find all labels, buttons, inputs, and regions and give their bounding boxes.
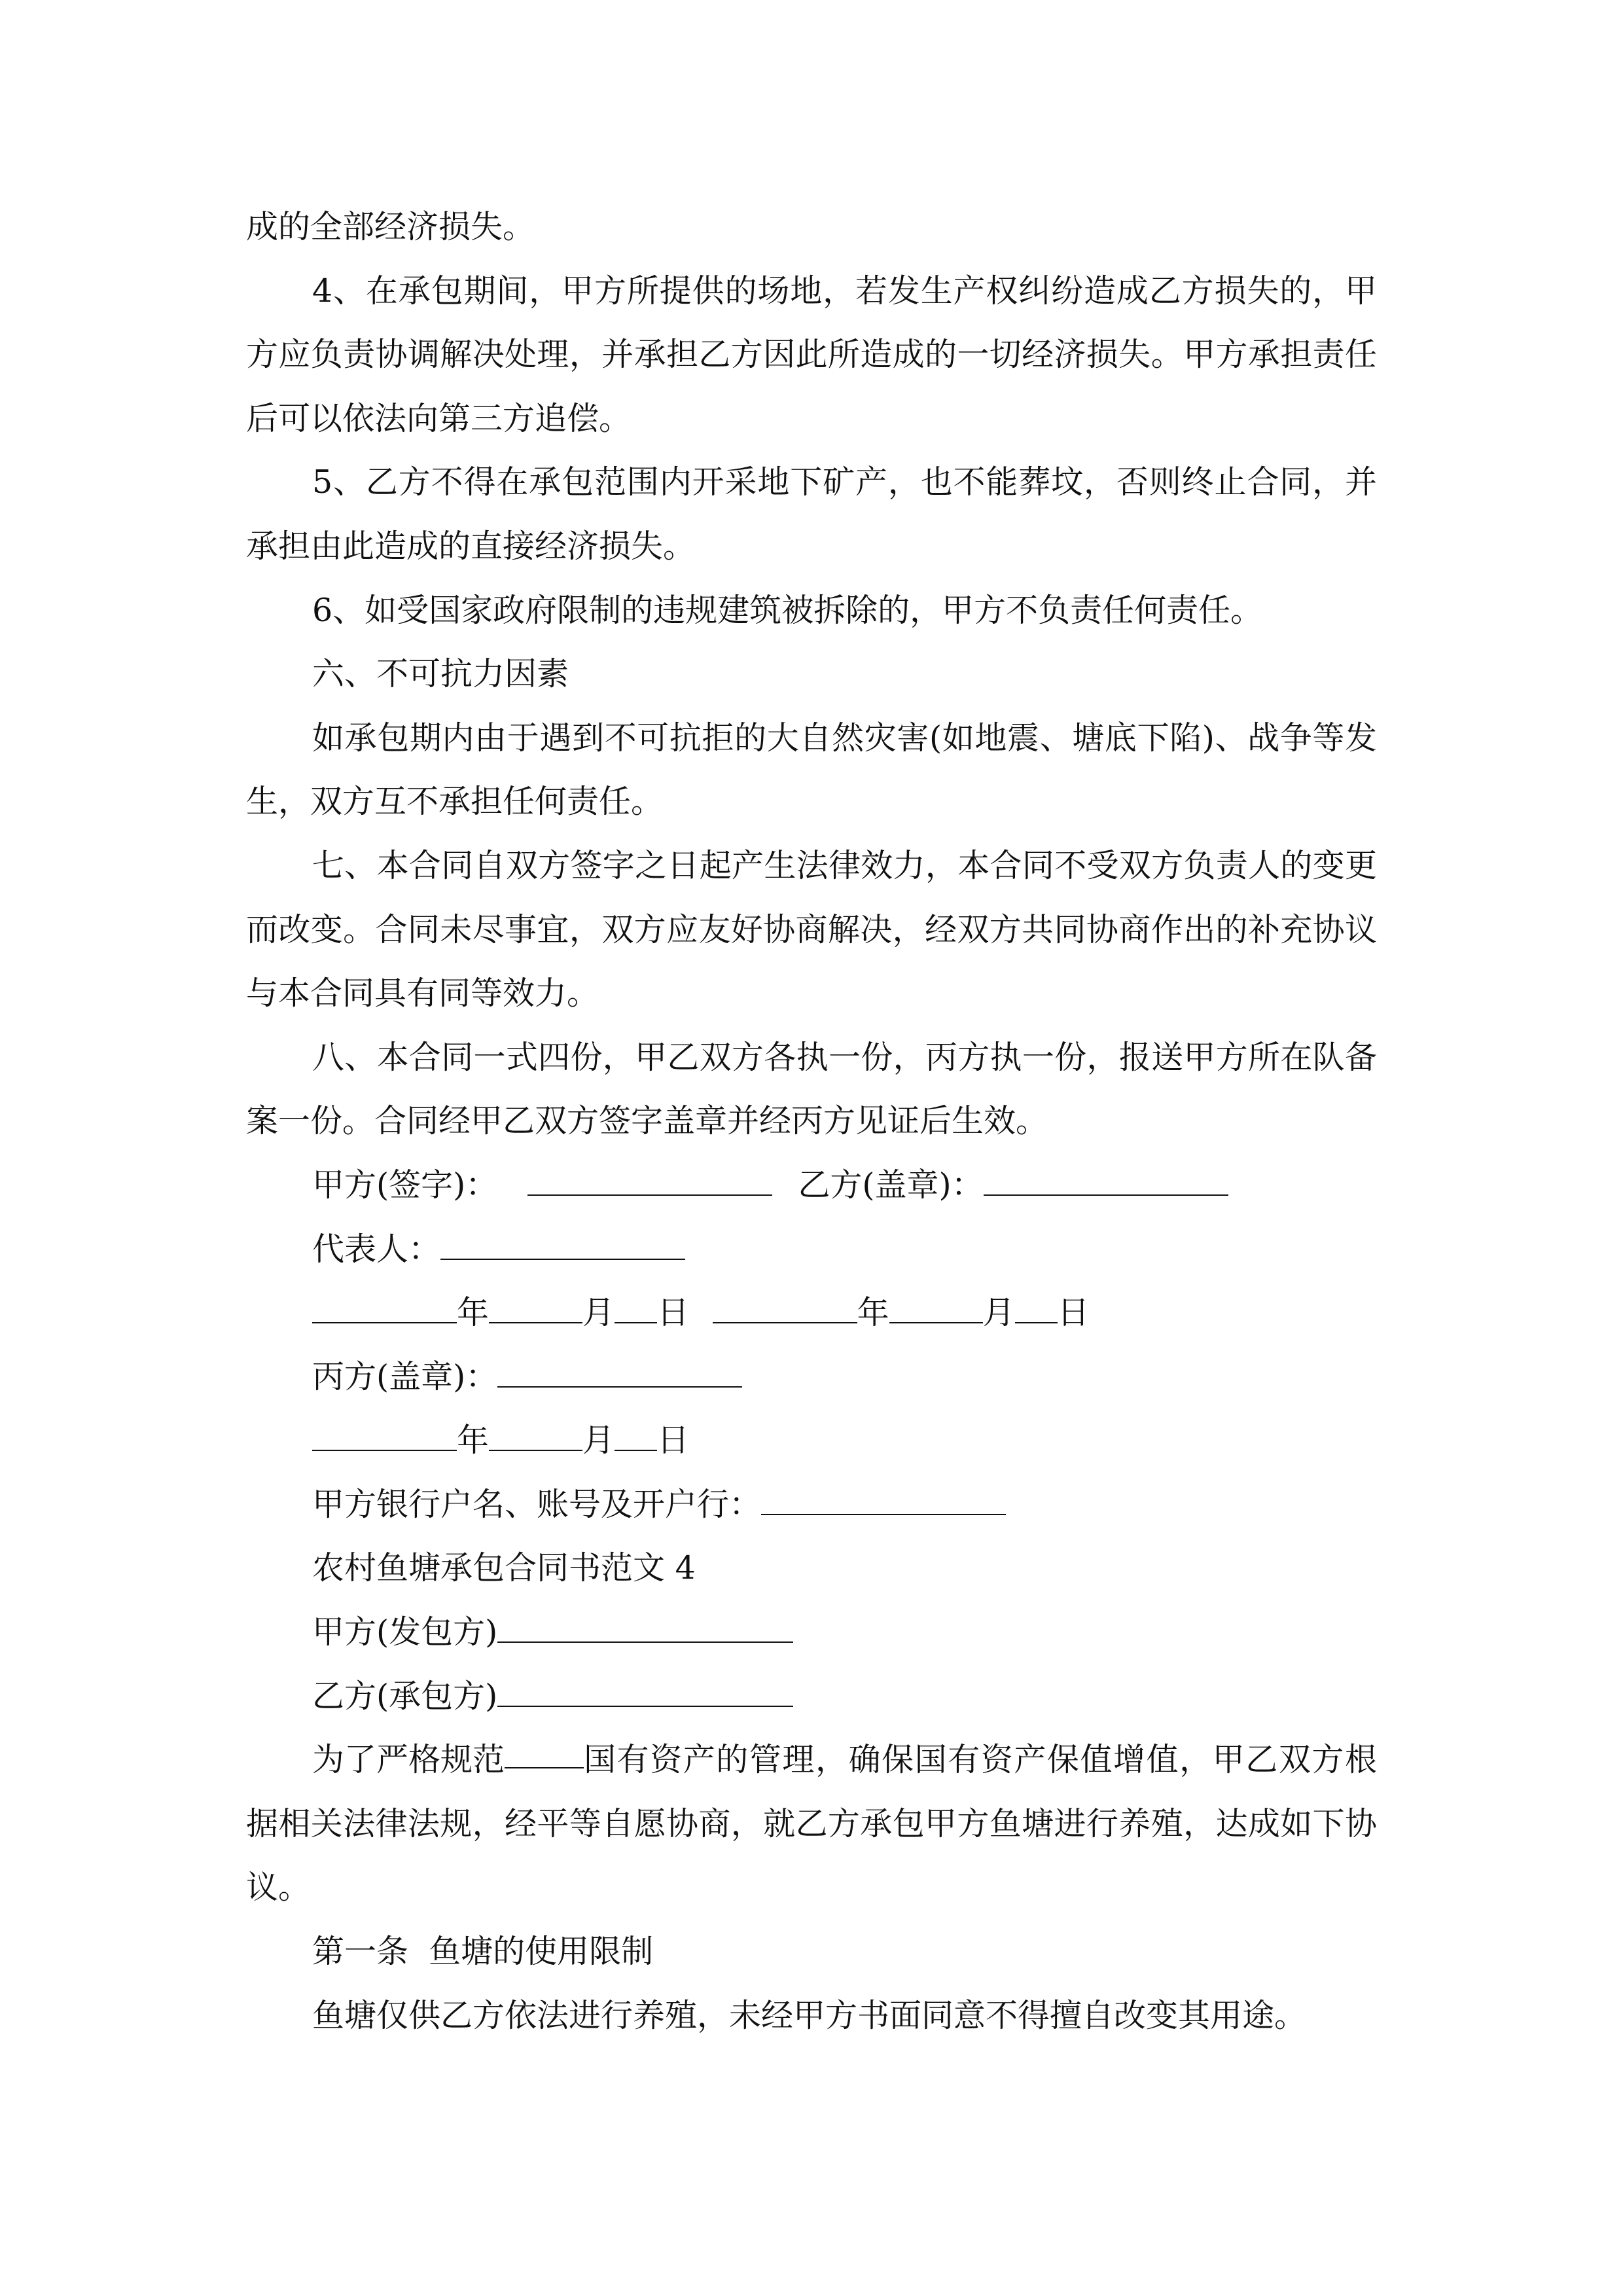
text-line: 承担由此造成的直接经济损失。 — [246, 527, 696, 565]
party-c-line — [246, 1345, 1377, 1409]
representative-label: 代表人： — [312, 1230, 441, 1268]
year-label: 年 — [457, 1422, 490, 1460]
month-blank[interactable] — [889, 1296, 983, 1323]
day-label: 日 — [657, 1422, 690, 1460]
day-blank[interactable] — [615, 1424, 657, 1451]
text-line: 据相关法律法规，经平等自愿协商，就乙方承包甲方鱼塘进行养殖，达成如下协 — [246, 1804, 1377, 1842]
text-line: 生，双方互不承担任何责任。 — [246, 783, 664, 821]
clause-6: 6、如受国家政府限制的违规建筑被拆除的，甲方不负责任何责任。 — [312, 591, 1263, 629]
year-label: 年 — [457, 1294, 490, 1332]
text-line: 议。 — [246, 1869, 311, 1907]
intro-blank[interactable] — [505, 1728, 584, 1768]
text-line: 案一份。合同经甲乙双方签字盖章并经丙方见证后生效。 — [246, 1102, 1048, 1140]
month-label: 月 — [582, 1294, 615, 1332]
text-line: 而改变。合同未尽事宜，双方应友好协商解决，经双方共同协商作出的补充协议 — [246, 910, 1377, 948]
year-label: 年 — [857, 1294, 889, 1332]
month-blank[interactable] — [489, 1296, 582, 1323]
day-label: 日 — [1057, 1294, 1090, 1332]
intro-line — [246, 1728, 1377, 1792]
party-a-sign-blank[interactable] — [527, 1168, 772, 1196]
date-line-ab — [246, 1281, 1377, 1345]
year-blank[interactable] — [312, 1424, 457, 1451]
text-line: 方应负责协调解决处理，并承担乙方因此所造成的一切经济损失。甲方承担责任 — [246, 336, 1377, 374]
text-line: 后可以依法向第三方追偿。 — [246, 399, 632, 437]
year-blank[interactable] — [312, 1296, 457, 1323]
day-blank[interactable] — [615, 1296, 657, 1323]
text-line: 如承包期内由于遇到不可抗拒的大自然灾害(如地震、塘底下陷)、战争等发 — [312, 719, 1377, 757]
contract-4-title: 农村鱼塘承包合同书范文 4 — [312, 1549, 696, 1587]
clause-4: 4、在承包期间，甲方所提供的场地，若发生产权纠纷造成乙方损失的，甲 — [312, 272, 1377, 310]
section-heading-6: 六、不可抗力因素 — [312, 655, 569, 693]
day-blank[interactable] — [1015, 1296, 1058, 1323]
section-7: 七、本合同自双方签字之日起产生法律效力，本合同不受双方负责人的变更 — [312, 846, 1377, 884]
signature-line-ab — [246, 1153, 1377, 1217]
party-b-label: 乙方(承包方) — [312, 1677, 498, 1715]
article-1-text: 鱼塘仅供乙方依法进行养殖，未经甲方书面同意不得擅自改变其用途。 — [312, 1996, 1307, 2034]
party-a-blank[interactable] — [497, 1615, 793, 1643]
clause-5: 5、乙方不得在承包范围内开采地下矿产，也不能葬坟，否则终止合同，并 — [312, 463, 1377, 501]
party-a-line — [246, 1600, 1377, 1664]
party-a-sign-label: 甲方(签字)： — [312, 1166, 498, 1204]
text-line: 与本合同具有同等效力。 — [246, 975, 599, 1013]
party-c-seal-blank[interactable] — [497, 1360, 742, 1388]
document-page — [246, 195, 1377, 2047]
party-a-label: 甲方(发包方) — [312, 1613, 498, 1651]
bank-info-label: 甲方银行户名、账号及开户行： — [312, 1485, 762, 1523]
party-b-seal-blank[interactable] — [984, 1168, 1228, 1196]
bank-info-blank[interactable] — [761, 1488, 1006, 1515]
section-8: 八、本合同一式四份，甲乙双方各执一份，丙方执一份，报送甲方所在队备 — [312, 1038, 1377, 1076]
intro-text: 为了严格规范 — [312, 1741, 505, 1779]
intro-text: 国有资产的管理，确保国有资产保值增值，甲乙双方根 — [584, 1741, 1377, 1779]
text-line: 成的全部经济损失。 — [246, 208, 535, 245]
article-1-title: 第一条 鱼塘的使用限制 — [312, 1933, 654, 1971]
month-label: 月 — [982, 1294, 1015, 1332]
party-b-line — [246, 1664, 1377, 1729]
date-line-c — [246, 1408, 1377, 1473]
month-blank[interactable] — [489, 1424, 582, 1451]
representative-blank[interactable] — [440, 1232, 685, 1260]
representative-line — [246, 1217, 1377, 1282]
year-blank[interactable] — [713, 1296, 857, 1323]
party-c-seal-label: 丙方(盖章)： — [312, 1357, 498, 1395]
bank-info-line — [246, 1473, 1377, 1537]
day-label: 日 — [657, 1294, 690, 1332]
party-b-blank[interactable] — [497, 1679, 793, 1707]
party-b-seal-label: 乙方(盖章)： — [798, 1166, 984, 1204]
month-label: 月 — [582, 1422, 615, 1460]
